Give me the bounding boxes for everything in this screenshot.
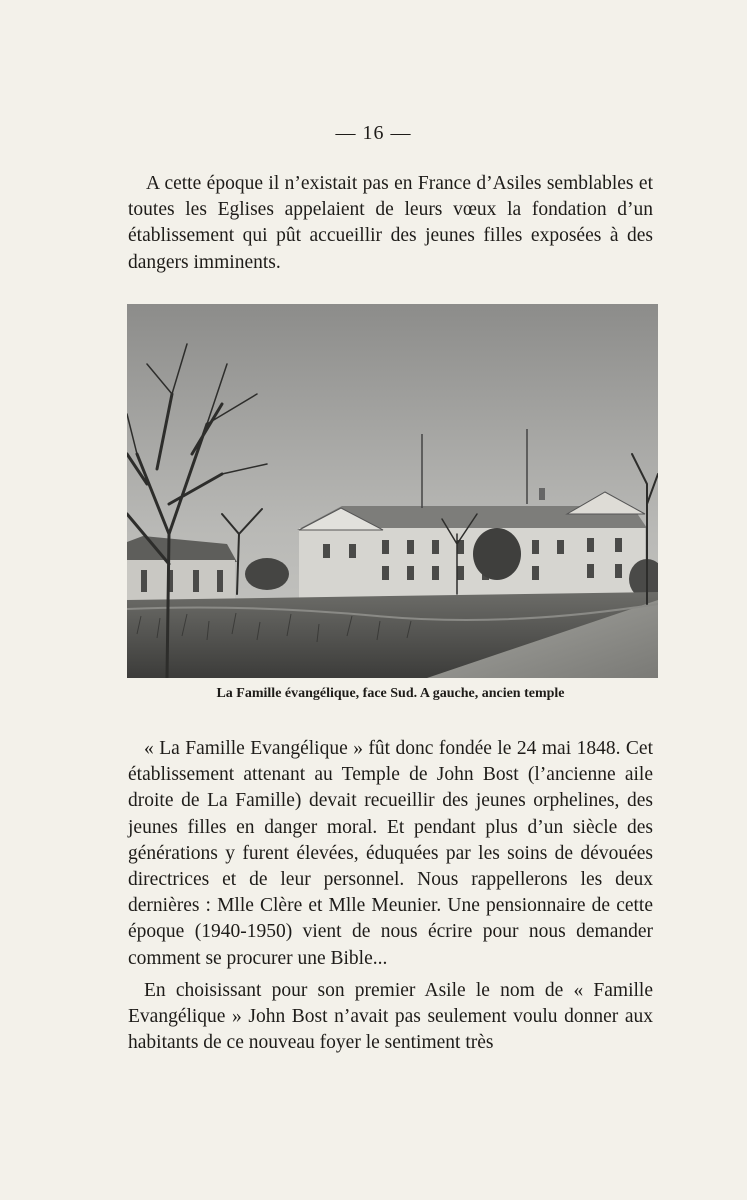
- paragraph-history: [128, 736, 653, 972]
- paragraph-text: En choisissant pour son premier Asile le nom de « Famille Evangélique » John Bost n’avait pas seulement voulu donner aux habitants de ce nouveau foyer le sentiment très: [128, 980, 653, 1054]
- paragraph-intro: [128, 171, 653, 276]
- figure-caption: La Famille évangélique, face Sud. A gauche, ancien temple: [216, 686, 565, 701]
- building-photograph: [127, 304, 658, 678]
- page-number: — 16 —: [335, 122, 412, 144]
- photo-illustration: [127, 304, 658, 678]
- paragraph-text: A cette époque il n’existait pas en France d’Asiles semblables et toutes les Eglises appelaient de leurs vœux la fondation d’un établissement qui pût accueillir des jeunes filles exposées à des dangers imminents.: [128, 173, 653, 273]
- paragraph-text: « La Famille Evangélique » fût donc fondée le 24 mai 1848. Cet établissement attenant au Temple de John Bost (l’ancienne aile droite de La Famille) devait recueillir des jeunes orphelines, des jeunes filles en danger moral. Et pendant plus d’un siècle des générations y furent élevées, éduquées par les soins de dévouées directrices et de leur personnel. Nous rappellerons les deux dernières : Mlle Clère et Mlle Meunier. Une pensionnaire de cette époque (1940-1950) vient de nous écrire pour nous demander comment se procurer une Bible...: [128, 738, 653, 969]
- paragraph-name: [128, 978, 653, 1057]
